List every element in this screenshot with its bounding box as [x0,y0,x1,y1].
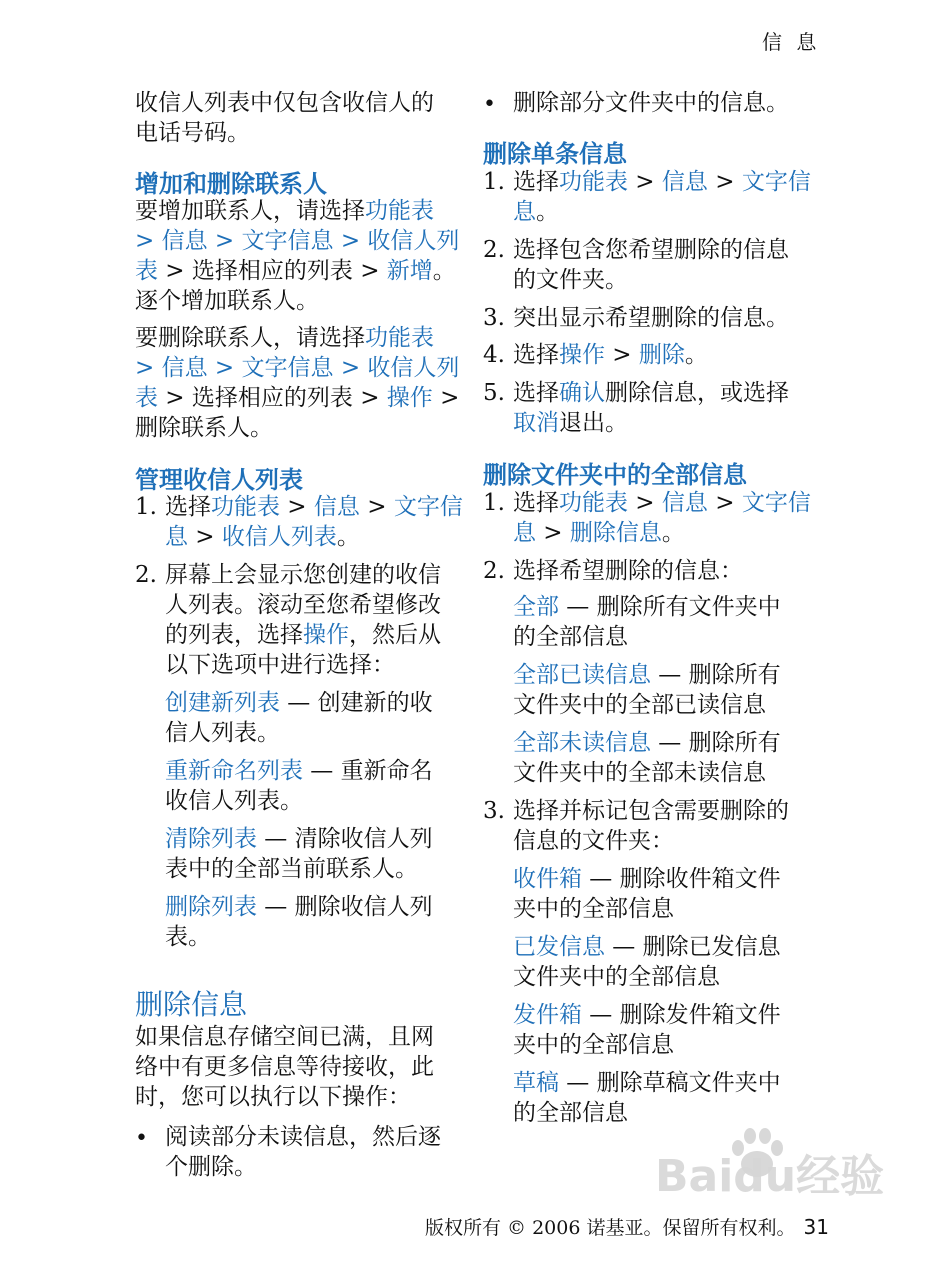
menu-path-text: 操作 [386,385,433,411]
step-line [165,620,441,650]
option-line [165,688,433,718]
menu-path-text: 信息 [154,355,215,381]
body-text: 。 [661,520,685,546]
body-text: 选择 [513,342,559,368]
menu-path-text: > [340,355,361,381]
intro-line: 收信人列表中仅包含收信人的 [135,90,434,116]
para-line [135,256,456,286]
step-line [513,826,674,856]
body-text: 的列表，选择 [165,622,303,648]
footer [425,1213,829,1240]
option-line [165,854,418,884]
body-text: > 选择相应的列表 > [158,385,387,411]
body-text: 选择 [513,169,559,195]
body-text: 夹中的全部信息 [513,1032,674,1058]
para-line [135,353,459,383]
body-text: ，然后从 [349,622,441,648]
menu-path-text: 清除列表 [165,826,257,852]
body-text: 的全部信息 [513,624,628,650]
body-text: > [707,490,742,516]
menu-path-text: 信息 [313,494,360,520]
menu-path-text: 取消 [513,410,559,436]
menu-path-text: 功能表 [365,198,434,224]
body-text: — 删除收件箱文件 [582,866,781,892]
body-text: 选择包含您希望删除的信息 [513,237,789,263]
option-line [165,718,280,748]
step-line [513,408,628,438]
step-line [513,518,685,548]
body-text: 文件夹中的全部信息 [513,964,720,990]
body-text: 要删除联系人，请选择 [135,325,365,351]
step-number: 4. [483,342,505,368]
menu-path-text: 功能表 [559,169,628,195]
page-number: 31 [803,1215,829,1239]
option-line [513,622,628,652]
menu-path-text: 功能表 [211,494,280,520]
body-text: 。 [536,199,559,225]
menu-path-text: 草稿 [513,1070,559,1096]
menu-path-text: 文字信 [393,494,463,520]
step-number: 5. [483,380,505,406]
body-text: — 重新命名 [303,758,433,784]
para-line [135,286,319,316]
heading-add-remove-contacts: 增加和删除联系人 [135,170,327,198]
running-header: 信 息 [762,30,821,54]
heading-manage-recipient-lists: 管理收信人列表 [135,466,303,494]
menu-path-text: 发件箱 [513,1002,582,1028]
para-line: 络中有更多信息等待接收，此 [135,1054,434,1080]
step-line [513,796,789,826]
menu-path-text: 表 [135,385,158,411]
body-text: > [432,385,460,411]
menu-path-text: > [214,355,235,381]
menu-path-text: > [135,228,155,254]
step-line [513,378,789,408]
body-text: > [536,520,570,546]
step-line [513,167,811,197]
step-number: 3. [483,305,505,331]
body-text: 收信人列表。 [165,788,303,814]
bullet-icon: • [135,1126,148,1151]
menu-path-text: 确认 [559,380,605,406]
step-line [165,590,441,620]
menu-path-text: 功能表 [365,325,434,351]
body-text: 人列表。滚动至您希望修改 [165,592,441,618]
bullet-line: 个删除。 [165,1154,257,1180]
body-text: 。 [432,258,456,284]
menu-path-text: 文字信息 [234,228,341,254]
menu-path-text: 收件箱 [513,866,582,892]
bullet-line: 删除部分文件夹中的信息。 [513,90,789,116]
body-text: > [628,169,662,195]
menu-path-text: 收信人列 [360,355,460,381]
copyright-text: 版权所有 © 2006 诺基亚。保留所有权利。 [425,1217,796,1239]
menu-path-text: 收信人列表 [221,524,337,550]
option-line [513,864,781,894]
body-text: > [628,490,662,516]
bullet-line: 阅读部分未读信息，然后逐 [165,1124,441,1150]
step-line [513,197,559,227]
menu-path-text: 信息 [661,169,708,195]
menu-path-text: 全部已读信息 [513,662,651,688]
option-line [513,758,766,788]
body-text: 退出。 [559,410,628,436]
body-text: 的文件夹。 [513,267,628,293]
option-line [165,824,433,854]
menu-path-text: 删除信息 [569,520,662,546]
body-text: 选择 [513,490,559,516]
body-text: — 删除发件箱文件 [582,1002,781,1028]
option-line [513,660,781,690]
body-text: — 删除所有 [651,662,781,688]
step-number: 2. [135,562,157,588]
step-line [513,488,811,518]
menu-path-text: > [214,228,235,254]
step-number: 3. [483,798,505,824]
step-number: 2. [483,237,505,263]
option-line [165,922,211,952]
body-text: — 删除所有 [651,730,781,756]
option-line [513,690,766,720]
heading-delete-all-in-folder: 删除文件夹中的全部信息 [483,461,747,489]
body-text: 删除联系人。 [135,415,273,441]
option-line [513,932,781,962]
menu-path-text: 创建新列表 [165,690,280,716]
option-line [513,592,781,622]
option-line [513,1000,781,1030]
menu-path-text: 重新命名列表 [165,758,303,784]
heading-delete-messages: 删除信息 [135,988,248,1021]
body-text: 选择 [165,494,211,520]
step-line [165,522,360,552]
step-line [513,340,708,370]
watermark: Baidu经验 [655,1151,885,1202]
option-line [513,728,781,758]
body-text: 要增加联系人，请选择 [135,198,365,224]
body-text: — 删除所有文件夹中 [559,594,781,620]
menu-path-text: 已发信息 [513,934,605,960]
body-text: 的全部信息 [513,1100,628,1126]
step-line [165,560,441,590]
step-line [513,265,628,295]
heading-delete-single-message: 删除单条信息 [483,140,627,168]
option-line [513,1030,674,1060]
step-line [513,556,743,586]
step-line [165,492,463,522]
step-number: 2. [483,558,505,584]
body-text: > 选择相应的列表 > [158,258,387,284]
body-text: > [280,494,314,520]
option-line [513,1098,628,1128]
body-text: — 删除草稿文件夹中 [559,1070,781,1096]
step-line [165,650,395,680]
body-text: — 创建新的收 [280,690,433,716]
para-line [135,196,434,226]
step-line [513,235,789,265]
option-line [513,894,674,924]
para-line [135,383,459,413]
menu-path-text: 文字信 [741,490,811,516]
step-line [513,303,789,333]
menu-path-text: 删除 [638,342,685,368]
body-text: 信息的文件夹： [513,828,674,854]
body-text: 夹中的全部信息 [513,896,674,922]
body-text: 表。 [165,924,211,950]
menu-path-text: 息 [513,199,536,225]
body-text: > [707,169,742,195]
body-text: 选择并标记包含需要删除的 [513,798,789,824]
menu-path-text: 删除列表 [165,894,257,920]
body-text: 。 [684,342,708,368]
body-text: 突出显示希望删除的信息。 [513,305,789,331]
body-text: — 删除已发信息 [605,934,781,960]
body-text: 以下选项中进行选择： [165,652,395,678]
option-line [513,1068,781,1098]
body-text: > [188,524,222,550]
para-line [135,413,273,443]
menu-path-text: > [340,228,361,254]
menu-path-text: 息 [513,520,536,546]
menu-path-text: 息 [165,524,188,550]
body-text: — 清除收信人列 [257,826,433,852]
para-line: 如果信息存储空间已满，且网 [135,1024,434,1050]
option-line [165,756,433,786]
menu-path-text: 功能表 [559,490,628,516]
menu-path-text: 收信人列 [360,228,460,254]
menu-path-text: 全部未读信息 [513,730,651,756]
body-text: 删除信息，或选择 [605,380,789,406]
menu-path-text: 操作 [559,342,605,368]
body-text: 选择希望删除的信息： [513,558,743,584]
body-text: 文件夹中的全部已读信息 [513,692,766,718]
step-number: 1. [483,490,505,516]
menu-path-text: > [135,355,155,381]
option-line [165,786,303,816]
menu-path-text: 表 [135,258,158,284]
para-line: 时，您可以执行以下操作： [135,1084,411,1110]
menu-path-text: 操作 [303,622,349,648]
para-line [135,323,434,353]
menu-path-text: 新增 [386,258,433,284]
body-text: 文件夹中的全部未读信息 [513,760,766,786]
body-text: > [605,342,639,368]
menu-path-text: 信息 [661,490,708,516]
body-text: 信人列表。 [165,720,280,746]
option-line [165,892,433,922]
body-text: 表中的全部当前联系人。 [165,856,418,882]
body-text: 选择 [513,380,559,406]
step-number: 1. [135,494,157,520]
menu-path-text: 信息 [154,228,215,254]
intro-line: 电话号码。 [135,120,250,146]
menu-path-text: 文字信息 [234,355,341,381]
body-text: 屏幕上会显示您创建的收信 [165,562,441,588]
step-number: 1. [483,169,505,195]
menu-path-text: 全部 [513,594,559,620]
menu-path-text: 文字信 [741,169,811,195]
para-line [135,226,459,256]
body-text: 。 [336,524,360,550]
body-text: 逐个增加联系人。 [135,288,319,314]
bullet-icon: • [483,92,496,117]
option-line [513,962,720,992]
body-text: > [359,494,394,520]
body-text: — 删除收信人列 [257,894,433,920]
